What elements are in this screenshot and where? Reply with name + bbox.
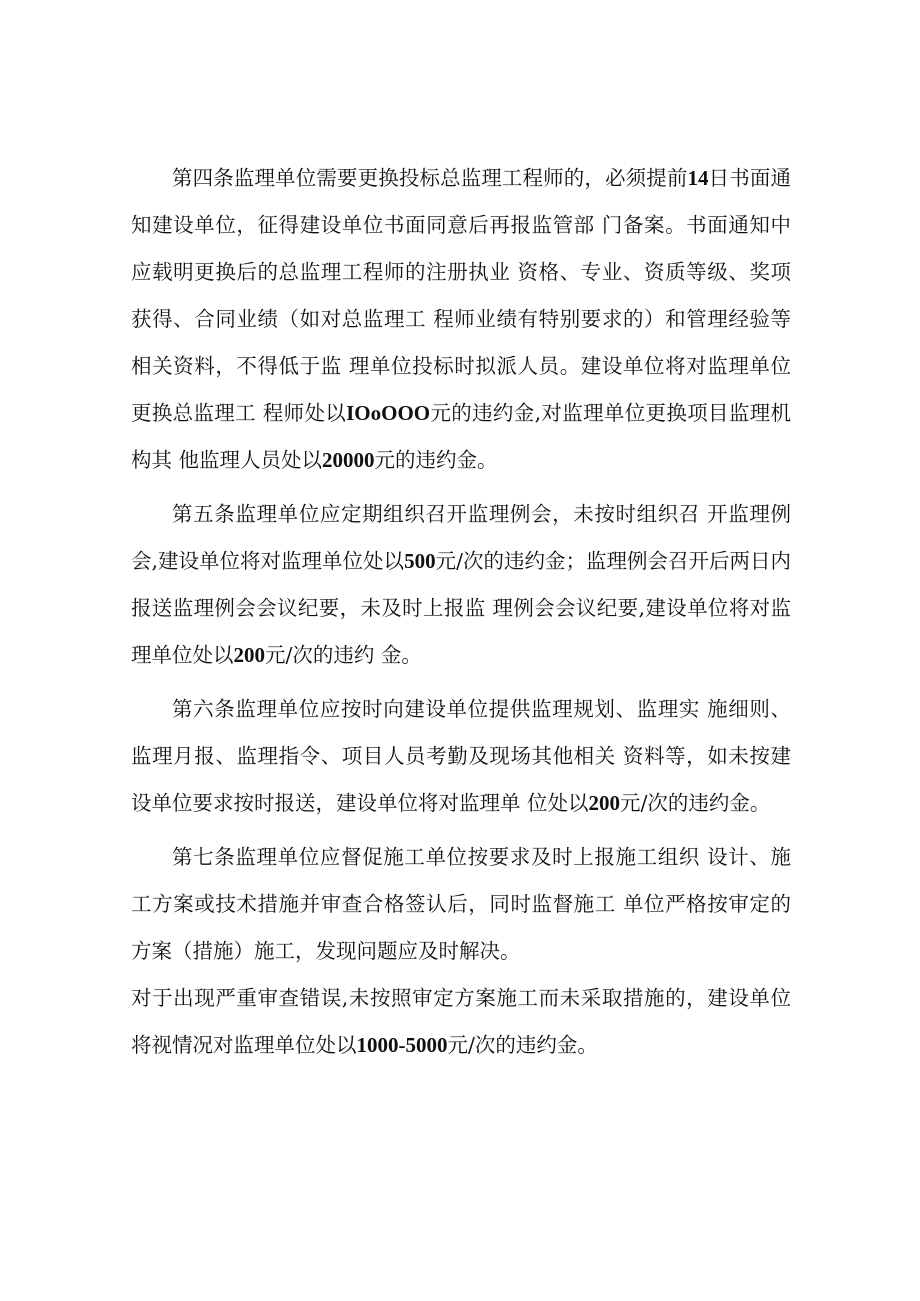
article-7-penalty-range: 1000-5000 — [356, 1033, 448, 1057]
article-5-meeting-penalty: 500 — [404, 549, 436, 573]
article-6-text-2: 元/次的违约金。 — [620, 791, 771, 815]
article-7-paragraph — [131, 834, 791, 975]
article-5-text-3: 元/次的违约 金。 — [265, 643, 422, 667]
article-5-minutes-penalty: 200 — [233, 643, 265, 667]
article-7-text-1: 第七条监理单位应督促施工单位按要求及时上报施工组织 设计、施工方案或技术措施并审查合格签认后，同时监督施工 单位严格按审定的方案（措施）施工，发现问题应及时解决。 — [131, 845, 791, 963]
article-6-penalty: 200 — [588, 791, 621, 815]
article-4-text-4: 元的违约金。 — [374, 448, 498, 472]
article-4-text-3: 元的违约金,对监理单位更换项目监理机构其 他监理人员处以 — [131, 401, 791, 472]
article-5-text-2: 元/次的违约金；监理例会召开后两日内报送监理例会会议纪要，未及时上报监 理例会会议纪要,建设单位将对监理单位处以 — [131, 549, 792, 667]
article-7-cont-text-1: 对于出现严重审查错误,未按照审定方案施工而未采取措施的，建设单位将视情况对监理单位处以 — [131, 986, 791, 1057]
article-4-days-number: 14 — [687, 166, 709, 190]
article-5-paragraph — [131, 491, 791, 679]
article-7-continuation-paragraph — [131, 975, 791, 1069]
article-4-paragraph — [131, 155, 791, 484]
article-7-cont-text-2: 元/次的违约金。 — [447, 1033, 598, 1057]
article-4-penalty-amount: IOoOOO — [346, 401, 431, 425]
article-4-other-penalty-amount: 20000 — [322, 448, 375, 472]
article-4-text-1: 第四条监理单位需要更换投标总监理工程师的，必须提前 — [172, 166, 688, 190]
article-6-paragraph — [131, 686, 791, 827]
article-4-text-2: 日书面通知建设单位，征得建设单位书面同意后再报监管部 门备案。书面通知中应载明更换后的总监理工程师的注册执业 资格、专业、资质等级、奖项获得、合同业绩（如对总监理工 程师业绩有特别要求的）和管理经验等相关资料，不得低于监 理单位投标时拟派人员。建设单位将对监理单位更换总监理工 程师处以 — [131, 166, 791, 425]
article-5-text-1: 第五条监理单位应定期组织召开监理例会，未按时组织召 开监理例会,建设单位将对监理单位处以 — [131, 502, 791, 573]
document-body — [131, 155, 791, 1069]
article-6-text-1: 第六条监理单位应按时向建设单位提供监理规划、监理实 施细则、监理月报、监理指令、项目人员考勤及现场其他相关 资料等，如未按建设单位要求按时报送，建设单位将对监理单 位处以 — [131, 697, 791, 815]
